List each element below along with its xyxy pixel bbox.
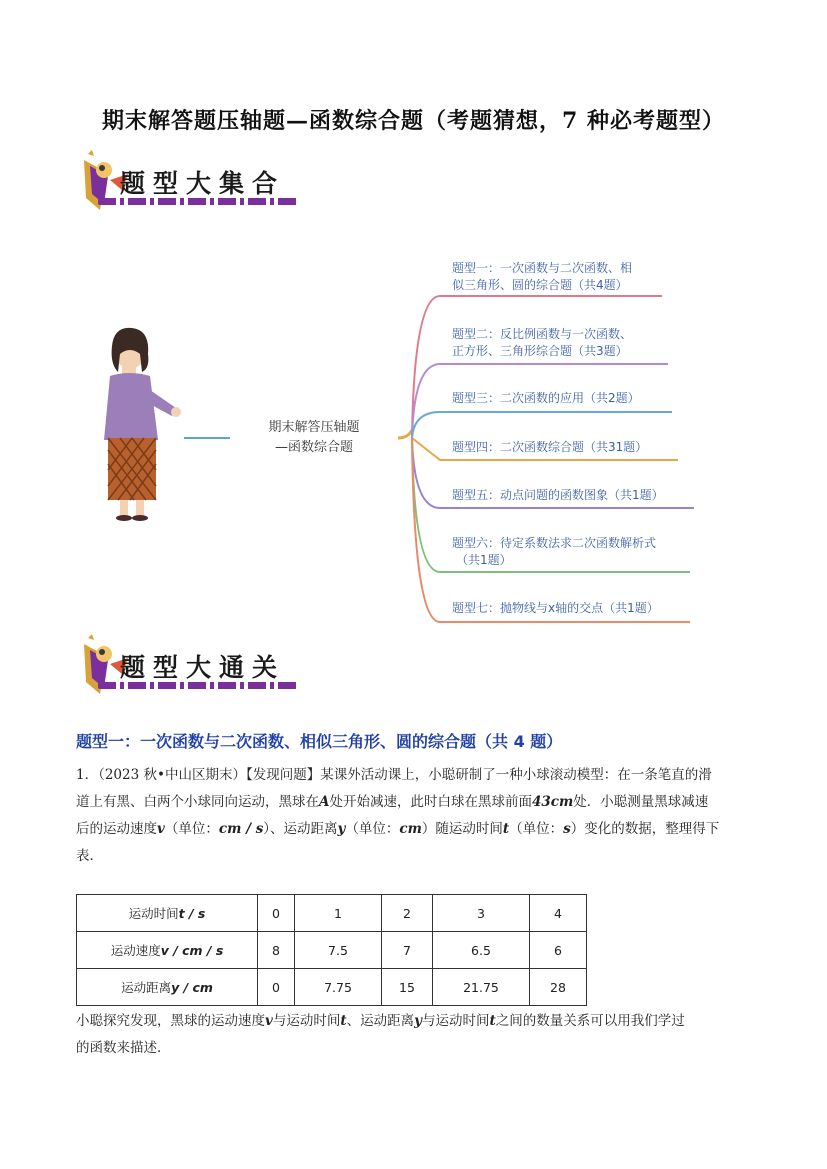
data-table: [76, 894, 587, 1006]
var-t: t: [489, 1013, 496, 1029]
text-span: 与运动时间: [421, 1013, 490, 1029]
mind-map: [0, 250, 827, 630]
table-cell: 28: [530, 969, 587, 1006]
mind-map-lines: [0, 250, 827, 630]
table-row: [77, 895, 587, 932]
unit-y: cm: [399, 821, 422, 837]
text-span: （单位：: [345, 821, 400, 837]
var-a: A: [319, 794, 330, 810]
banner-underline: [98, 682, 298, 689]
root-line-2: —函数综合题: [274, 440, 353, 455]
branch-3-line-1: 题型三：二次函数的应用（共2题）: [452, 391, 640, 405]
text-span: 、运动距离: [346, 1013, 415, 1029]
table-cell: 8: [258, 932, 295, 969]
banner-underline: [98, 198, 298, 205]
banner-label: 题型大集合: [120, 169, 286, 198]
branch-4: [452, 439, 647, 456]
branch-3: [452, 390, 640, 407]
problem-line-2: [76, 789, 756, 816]
table-cell: 0: [258, 969, 295, 1006]
text-span: 与运动时间: [272, 1013, 341, 1029]
table-cell: 21.75: [433, 969, 530, 1006]
branch-4-line-1: 题型四：二次函数综合题（共31题）: [452, 440, 648, 454]
var-y: y: [414, 1013, 422, 1029]
branch-7: [452, 600, 659, 617]
text-span: ）、运动距离: [263, 821, 338, 837]
row-unit: v / cm / s: [160, 943, 224, 958]
var-v: v: [157, 821, 165, 837]
branch-7-line-1: 题型七：抛物线与x轴的交点（共1题）: [452, 601, 659, 615]
text-span: 后的运动速度: [76, 821, 157, 837]
var-t: t: [340, 1013, 347, 1029]
text-span: 道上有黑、白两个小球同向运动，黑球在: [76, 794, 319, 810]
text-span: ）变化的数据，整理得下: [570, 821, 720, 837]
table-cell: 0: [258, 895, 295, 932]
row-label: 运动距离: [121, 980, 172, 995]
text-span: （单位：: [164, 821, 219, 837]
text-span: 小聪探究发现，黑球的运动速度: [76, 1013, 265, 1029]
table-cell: 7.75: [295, 969, 382, 1006]
text-span: ）随运动时间: [421, 821, 503, 837]
after-line-2: 的函数来描述．: [76, 1040, 171, 1056]
branch-1-line-1: 题型一：一次函数与二次函数、相: [452, 261, 633, 275]
teacher-figure-icon: [104, 328, 181, 521]
section-heading: 题型一：一次函数与二次函数、相似三角形、圆的综合题（共 4 题）: [76, 732, 563, 751]
table-cell: 6.5: [433, 932, 530, 969]
after-table-text: [76, 1008, 756, 1062]
root-line-1: 期末解答压轴题: [268, 420, 360, 435]
problem-line-4: 表．: [76, 848, 103, 864]
value-43cm: 43cm: [531, 794, 574, 810]
branch-1: [452, 260, 632, 294]
branch-2-line-2: 正方形、三角形综合题（共3题）: [452, 344, 628, 358]
row-header: [77, 969, 258, 1006]
page-title: 期末解答题压轴题—函数综合题（考题猜想，7 种必考题型）: [102, 108, 725, 134]
table-cell: 1: [295, 895, 382, 932]
branch-2-line-1: 题型二：反比例函数与一次函数、: [452, 327, 633, 341]
unit-v: cm / s: [218, 821, 264, 837]
text-span: （单位：: [509, 821, 564, 837]
mind-map-root: [244, 418, 384, 458]
row-unit: y / cm: [171, 980, 213, 995]
problem-line-1: 1．（2023 秋•中山区期末）【发现问题】某课外活动课上，小聪研制了一种小球滚动模型：在一条笔直的滑: [76, 767, 712, 783]
branch-6-line-2: （共1题）: [456, 553, 512, 567]
var-t: t: [502, 821, 510, 837]
table-cell: 6: [530, 932, 587, 969]
row-header: [77, 932, 258, 969]
row-label: 运动速度: [110, 943, 161, 958]
branch-5: [452, 487, 664, 504]
text-span: 处．小聪测量黑球减速: [573, 794, 709, 810]
banner-question-types: [76, 150, 316, 230]
after-line-1: [76, 1008, 756, 1035]
unit-t: s: [563, 821, 571, 837]
table-row: [77, 932, 587, 969]
branch-6: [452, 535, 656, 569]
table-cell: 3: [433, 895, 530, 932]
table-cell: 15: [382, 969, 433, 1006]
row-unit: t / s: [178, 906, 206, 921]
var-y: y: [337, 821, 346, 837]
table-cell: 4: [530, 895, 587, 932]
branch-5-line-1: 题型五：动点问题的函数图象（共1题）: [452, 488, 664, 502]
text-span: 之间的数量关系可以用我们学过: [495, 1013, 685, 1029]
branch-1-line-2: 似三角形、圆的综合题（共4题）: [452, 278, 628, 292]
row-header: [77, 895, 258, 932]
table-cell: 7.5: [295, 932, 382, 969]
branch-6-line-1: 题型六：待定系数法求二次函数解析式: [452, 536, 657, 550]
text-span: 处开始减速，此时白球在黑球前面: [329, 794, 532, 810]
banner-practice: [76, 634, 316, 714]
branch-2: [452, 326, 632, 360]
banner-label: 题型大通关: [120, 653, 286, 682]
var-v: v: [265, 1013, 273, 1029]
problem-line-3: [76, 816, 756, 843]
table-cell: 2: [382, 895, 433, 932]
table-row: [77, 969, 587, 1006]
row-label: 运动时间: [128, 906, 179, 921]
problem-text: [76, 762, 756, 870]
table-cell: 7: [382, 932, 433, 969]
